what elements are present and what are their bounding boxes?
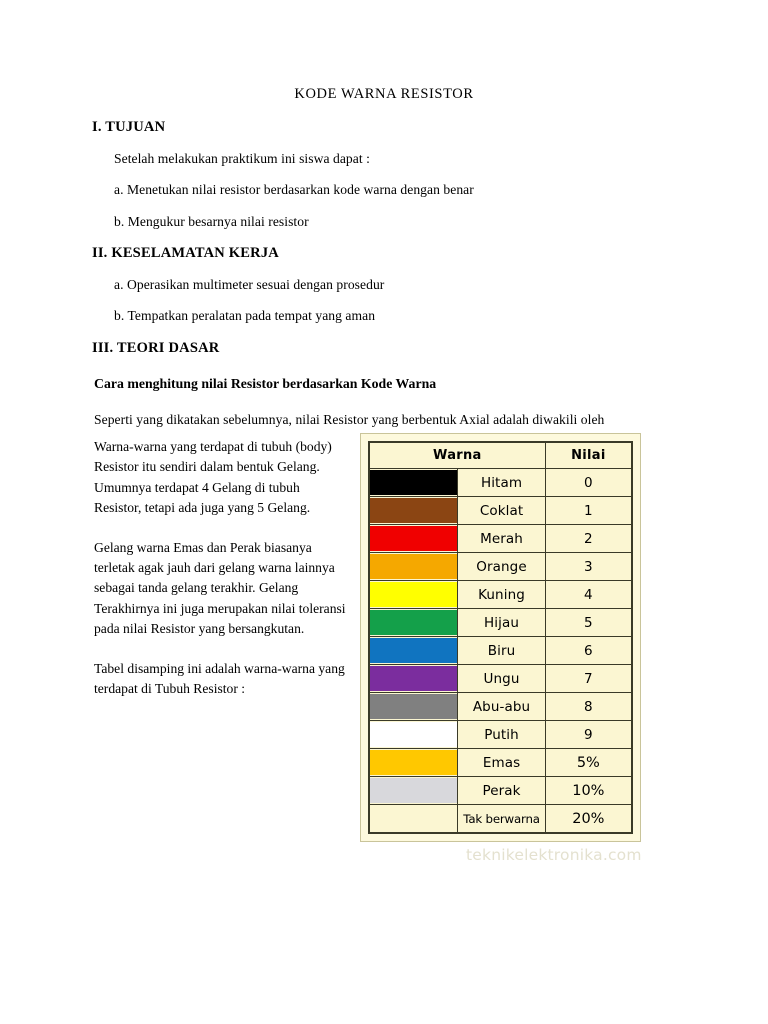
table-body <box>369 469 632 834</box>
color-swatch-cell <box>369 581 458 609</box>
table-row <box>369 609 632 637</box>
tujuan-intro-line: Setelah melakukan praktikum ini siswa dapat : <box>114 151 370 166</box>
color-swatch <box>370 806 457 831</box>
color-swatch-cell <box>369 693 458 721</box>
section-heading-teori-dasar: III. TEORI DASAR <box>92 340 220 356</box>
color-swatch <box>370 498 457 523</box>
color-swatch <box>370 722 457 747</box>
color-swatch <box>370 778 457 803</box>
table-row <box>369 497 632 525</box>
color-swatch-cell <box>369 469 458 497</box>
color-value-cell: 5% <box>545 749 632 777</box>
color-swatch <box>370 470 457 495</box>
teori-intro-line: Seperti yang dikatakan sebelumnya, nilai Resistor yang berbentuk Axial adalah diwakili oleh <box>94 412 605 427</box>
color-swatch-cell <box>369 777 458 805</box>
table-row <box>369 469 632 497</box>
color-swatch-cell <box>369 637 458 665</box>
keselamatan-item-a: a. Operasikan multimeter sesuai dengan prosedur <box>114 277 385 292</box>
color-swatch <box>370 554 457 579</box>
section-heading-keselamatan-kerja: II. KESELAMATAN KERJA <box>92 245 279 261</box>
table-header-row <box>369 442 632 469</box>
keselamatan-item-b: b. Tempatkan peralatan pada tempat yang aman <box>114 308 376 323</box>
table-row <box>369 777 632 805</box>
table-row <box>369 637 632 665</box>
teori-body-text <box>94 437 350 699</box>
color-value-cell: 10% <box>545 777 632 805</box>
table-row <box>369 581 632 609</box>
color-name-cell: Coklat <box>458 497 545 525</box>
teori-paragraph-2: Gelang warna Emas dan Perak biasanya terletak agak jauh dari gelang warna lainnya sebagai tanda gelang terakhir. Gelang Terakhirnya ini juga merupakan nilai toleransi pada nilai Resistor yang bersangkutan. <box>94 539 346 637</box>
color-name-cell: Orange <box>458 553 545 581</box>
teori-paragraph-3: Tabel disamping ini adalah warna-warna yang terdapat di Tubuh Resistor : <box>94 660 345 697</box>
color-swatch <box>370 582 457 607</box>
table-row <box>369 805 632 834</box>
color-swatch-cell <box>369 553 458 581</box>
page-title: KODE WARNA RESISTOR <box>294 86 474 102</box>
color-value-cell: 7 <box>545 665 632 693</box>
column-header-nilai: Nilai <box>545 442 632 469</box>
table-row <box>369 721 632 749</box>
color-swatch-cell <box>369 525 458 553</box>
color-swatch <box>370 694 457 719</box>
table-row <box>369 693 632 721</box>
color-swatch <box>370 638 457 663</box>
color-name-cell: Putih <box>458 721 545 749</box>
watermark: teknikelektronika.com <box>466 846 642 864</box>
color-value-cell: 8 <box>545 693 632 721</box>
color-name-cell: Ungu <box>458 665 545 693</box>
resistor-color-table <box>368 441 633 834</box>
color-name-cell: Abu-abu <box>458 693 545 721</box>
color-swatch-cell <box>369 749 458 777</box>
color-value-cell: 6 <box>545 637 632 665</box>
color-name-cell: Biru <box>458 637 545 665</box>
color-swatch-cell <box>369 497 458 525</box>
table-row <box>369 553 632 581</box>
color-swatch-cell <box>369 805 458 834</box>
color-value-cell: 20% <box>545 805 632 834</box>
color-swatch-cell <box>369 609 458 637</box>
color-swatch <box>370 610 457 635</box>
color-name-cell: Kuning <box>458 581 545 609</box>
color-name-cell: Tak berwarna <box>458 805 545 834</box>
color-value-cell: 4 <box>545 581 632 609</box>
tujuan-item-b: b. Mengukur besarnya nilai resistor <box>114 214 309 229</box>
teori-paragraph-1: Warna-warna yang terdapat di tubuh (body) Resistor itu sendiri dalam bentuk Gelang. Umumnya terdapat 4 Gelang di tubuh Resistor, tetapi ada juga yang 5 Gelang. <box>94 439 332 516</box>
color-value-cell: 5 <box>545 609 632 637</box>
color-name-cell: Merah <box>458 525 545 553</box>
tujuan-item-a: a. Menetukan nilai resistor berdasarkan kode warna dengan benar <box>114 182 474 197</box>
color-swatch-cell <box>369 721 458 749</box>
color-value-cell: 9 <box>545 721 632 749</box>
color-name-cell: Hijau <box>458 609 545 637</box>
column-header-warna: Warna <box>369 442 545 469</box>
color-name-cell: Perak <box>458 777 545 805</box>
color-name-cell: Hitam <box>458 469 545 497</box>
subheading-cara-menghitung: Cara menghitung nilai Resistor berdasarkan Kode Warna <box>94 376 437 391</box>
color-value-cell: 3 <box>545 553 632 581</box>
color-swatch-cell <box>369 665 458 693</box>
color-swatch <box>370 666 457 691</box>
table-row <box>369 749 632 777</box>
color-name-cell: Emas <box>458 749 545 777</box>
resistor-color-table-figure <box>360 433 641 842</box>
color-swatch <box>370 750 457 775</box>
table-row <box>369 525 632 553</box>
color-value-cell: 0 <box>545 469 632 497</box>
section-heading-tujuan: I. TUJUAN <box>92 119 166 135</box>
table-row <box>369 665 632 693</box>
color-value-cell: 1 <box>545 497 632 525</box>
color-value-cell: 2 <box>545 525 632 553</box>
color-swatch <box>370 526 457 551</box>
